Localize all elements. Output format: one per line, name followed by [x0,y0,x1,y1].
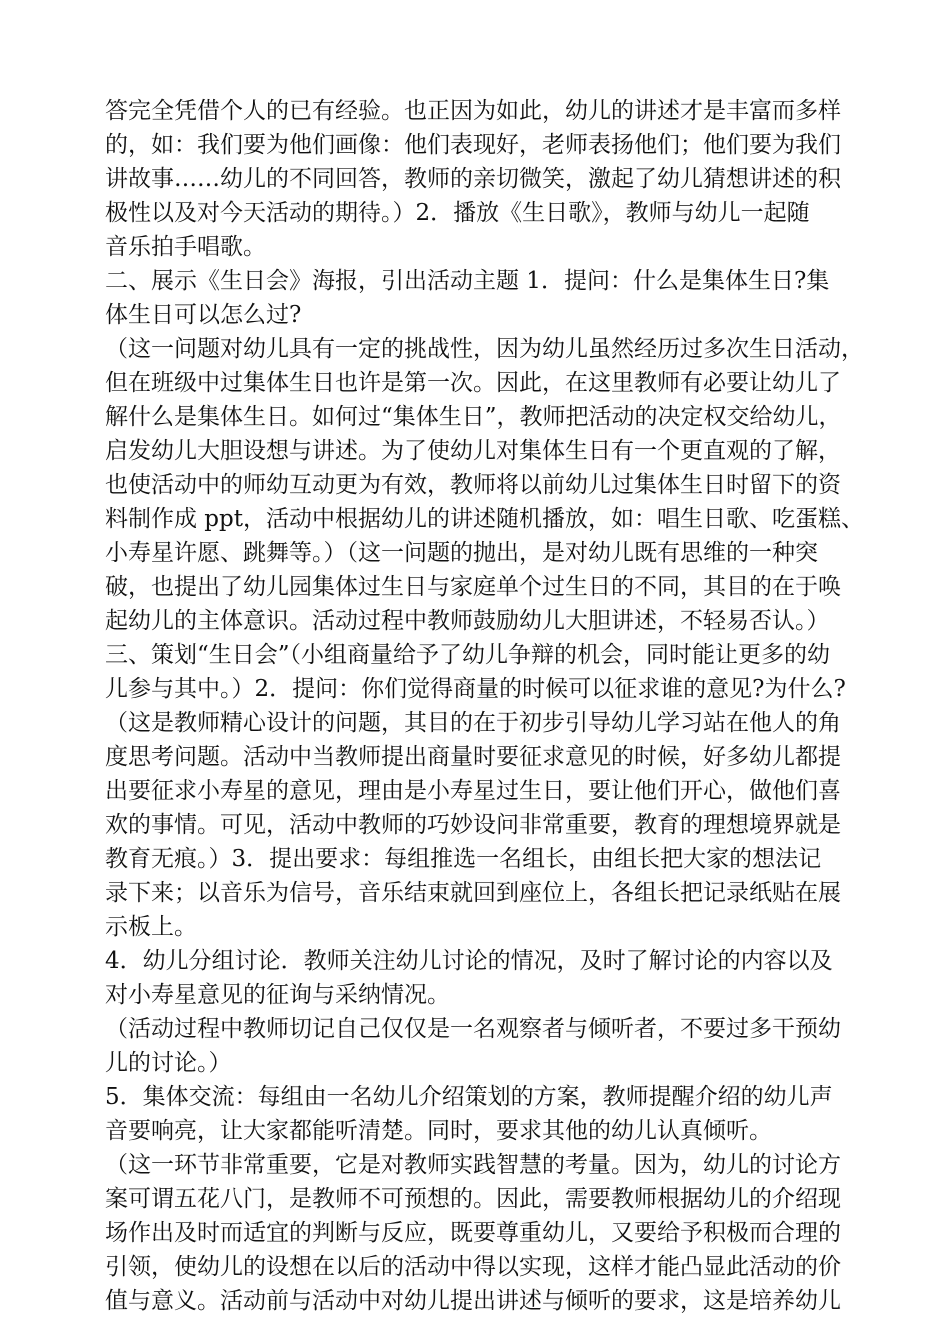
text-line: 度思考问题。活动中当教师提出商量时要征求意见的时候，好多幼儿都提 [105,744,841,770]
text-line: 引领，使幼儿的设想在以后的活动中得以实现，这样才能凸显此活动的价 [105,1254,841,1280]
text-line: （这一问题对幼儿具有一定的挑战性，因为幼儿虽然经历过多次生日活动， [105,336,864,362]
text-line: 启发幼儿大胆设想与讲述。为了使幼儿对集体生日有一个更直观的了解， [105,438,841,464]
text-line: 示板上。 [105,914,197,940]
section-heading-2: 二、展示《生日会》海报，引出活动主题 1．提问：什么是集体生日?集 [105,268,830,294]
text-line: 答完全凭借个人的已有经验。也正因为如此，幼儿的讲述才是丰富而多样 [105,98,841,124]
text-line: 体生日可以怎么过? [105,302,302,328]
text-line: （这一环节非常重要，它是对教师实践智慧的考量。因为，幼儿的讨论方 [105,1152,841,1178]
text-line: 欢的事情。可见，活动中教师的巧妙设问非常重要，教育的理想境界就是 [105,812,841,838]
text-line: 解什么是集体生日。如何过“集体生日”，教师把活动的决定权交给幼儿， [105,404,842,430]
text-line: 出要征求小寿星的意见，理由是小寿星过生日，要让他们开心，做他们喜 [105,778,841,804]
text-line: 4．幼儿分组讨论．教师关注幼儿讨论的情况，及时了解讨论的内容以及 [105,948,833,974]
text-line: 5．集体交流：每组由一名幼儿介绍策划的方案，教师提醒介绍的幼儿声 [105,1084,833,1110]
text-line: 值与意义。活动前与活动中对幼儿提出讲述与倾听的要求，这是培养幼儿 [105,1288,841,1314]
text-line: 场作出及时而适宜的判断与反应，既要尊重幼儿，又要给予积极而合理的 [105,1220,841,1246]
text-line: 讲故事……幼儿的不同回答，教师的亲切微笑，激起了幼儿猜想讲述的积 [105,166,841,192]
text-line: （这是教师精心设计的问题，其目的在于初步引导幼儿学习站在他人的角 [105,710,841,736]
text-line: 的，如：我们要为他们画像：他们表现好，老师表扬他们；他们要为我们 [105,132,841,158]
text-line: 起幼儿的主体意识。活动过程中教师鼓励幼儿大胆讲述，不轻易否认。） [105,608,830,634]
text-line: 对小寿星意见的征询与采纳情况。 [105,982,450,1008]
text-line: 也使活动中的师幼互动更为有效，教师将以前幼儿过集体生日时留下的资 [105,472,841,498]
text-line: 小寿星许愿、跳舞等。）（这一问题的抛出，是对幼儿既有思维的一种突 [105,540,818,566]
text-line: 儿参与其中。）2．提问：你们觉得商量的时候可以征求谁的意见?为什么? [105,676,846,702]
text-line: 音乐拍手唱歌。 [105,234,266,260]
text-line: 但在班级中过集体生日也许是第一次。因此，在这里教师有必要让幼儿了 [105,370,841,396]
text-line: 极性以及对今天活动的期待。）2．播放《生日歌》，教师与幼儿一起随 [105,200,810,226]
text-line: 录下来；以音乐为信号，音乐结束就回到座位上，各组长把记录纸贴在展 [105,880,841,906]
text-line: 教育无痕。）3．提出要求：每组推选一名组长，由组长把大家的想法记 [105,846,822,872]
text-line: 破，也提出了幼儿园集体过生日与家庭单个过生日的不同，其目的在于唤 [105,574,841,600]
section-heading-3: 三、策划“生日会”（小组商量给予了幼儿争辩的机会，同时能让更多的幼 [105,642,831,668]
text-line: 案可谓五花八门，是教师不可预想的。因此，需要教师根据幼儿的介绍现 [105,1186,841,1212]
text-line: 音要响亮，让大家都能听清楚。同时，要求其他的幼儿认真倾听。 [105,1118,772,1144]
document-body [105,94,865,1318]
text-line: 儿的讨论。） [105,1050,232,1076]
text-line: 料制作成 ppt，活动中根据幼儿的讲述随机播放，如：唱生日歌、吃蛋糕、 [105,506,864,532]
text-line: （活动过程中教师切记自己仅仅是一名观察者与倾听者，不要过多干预幼 [105,1016,841,1042]
